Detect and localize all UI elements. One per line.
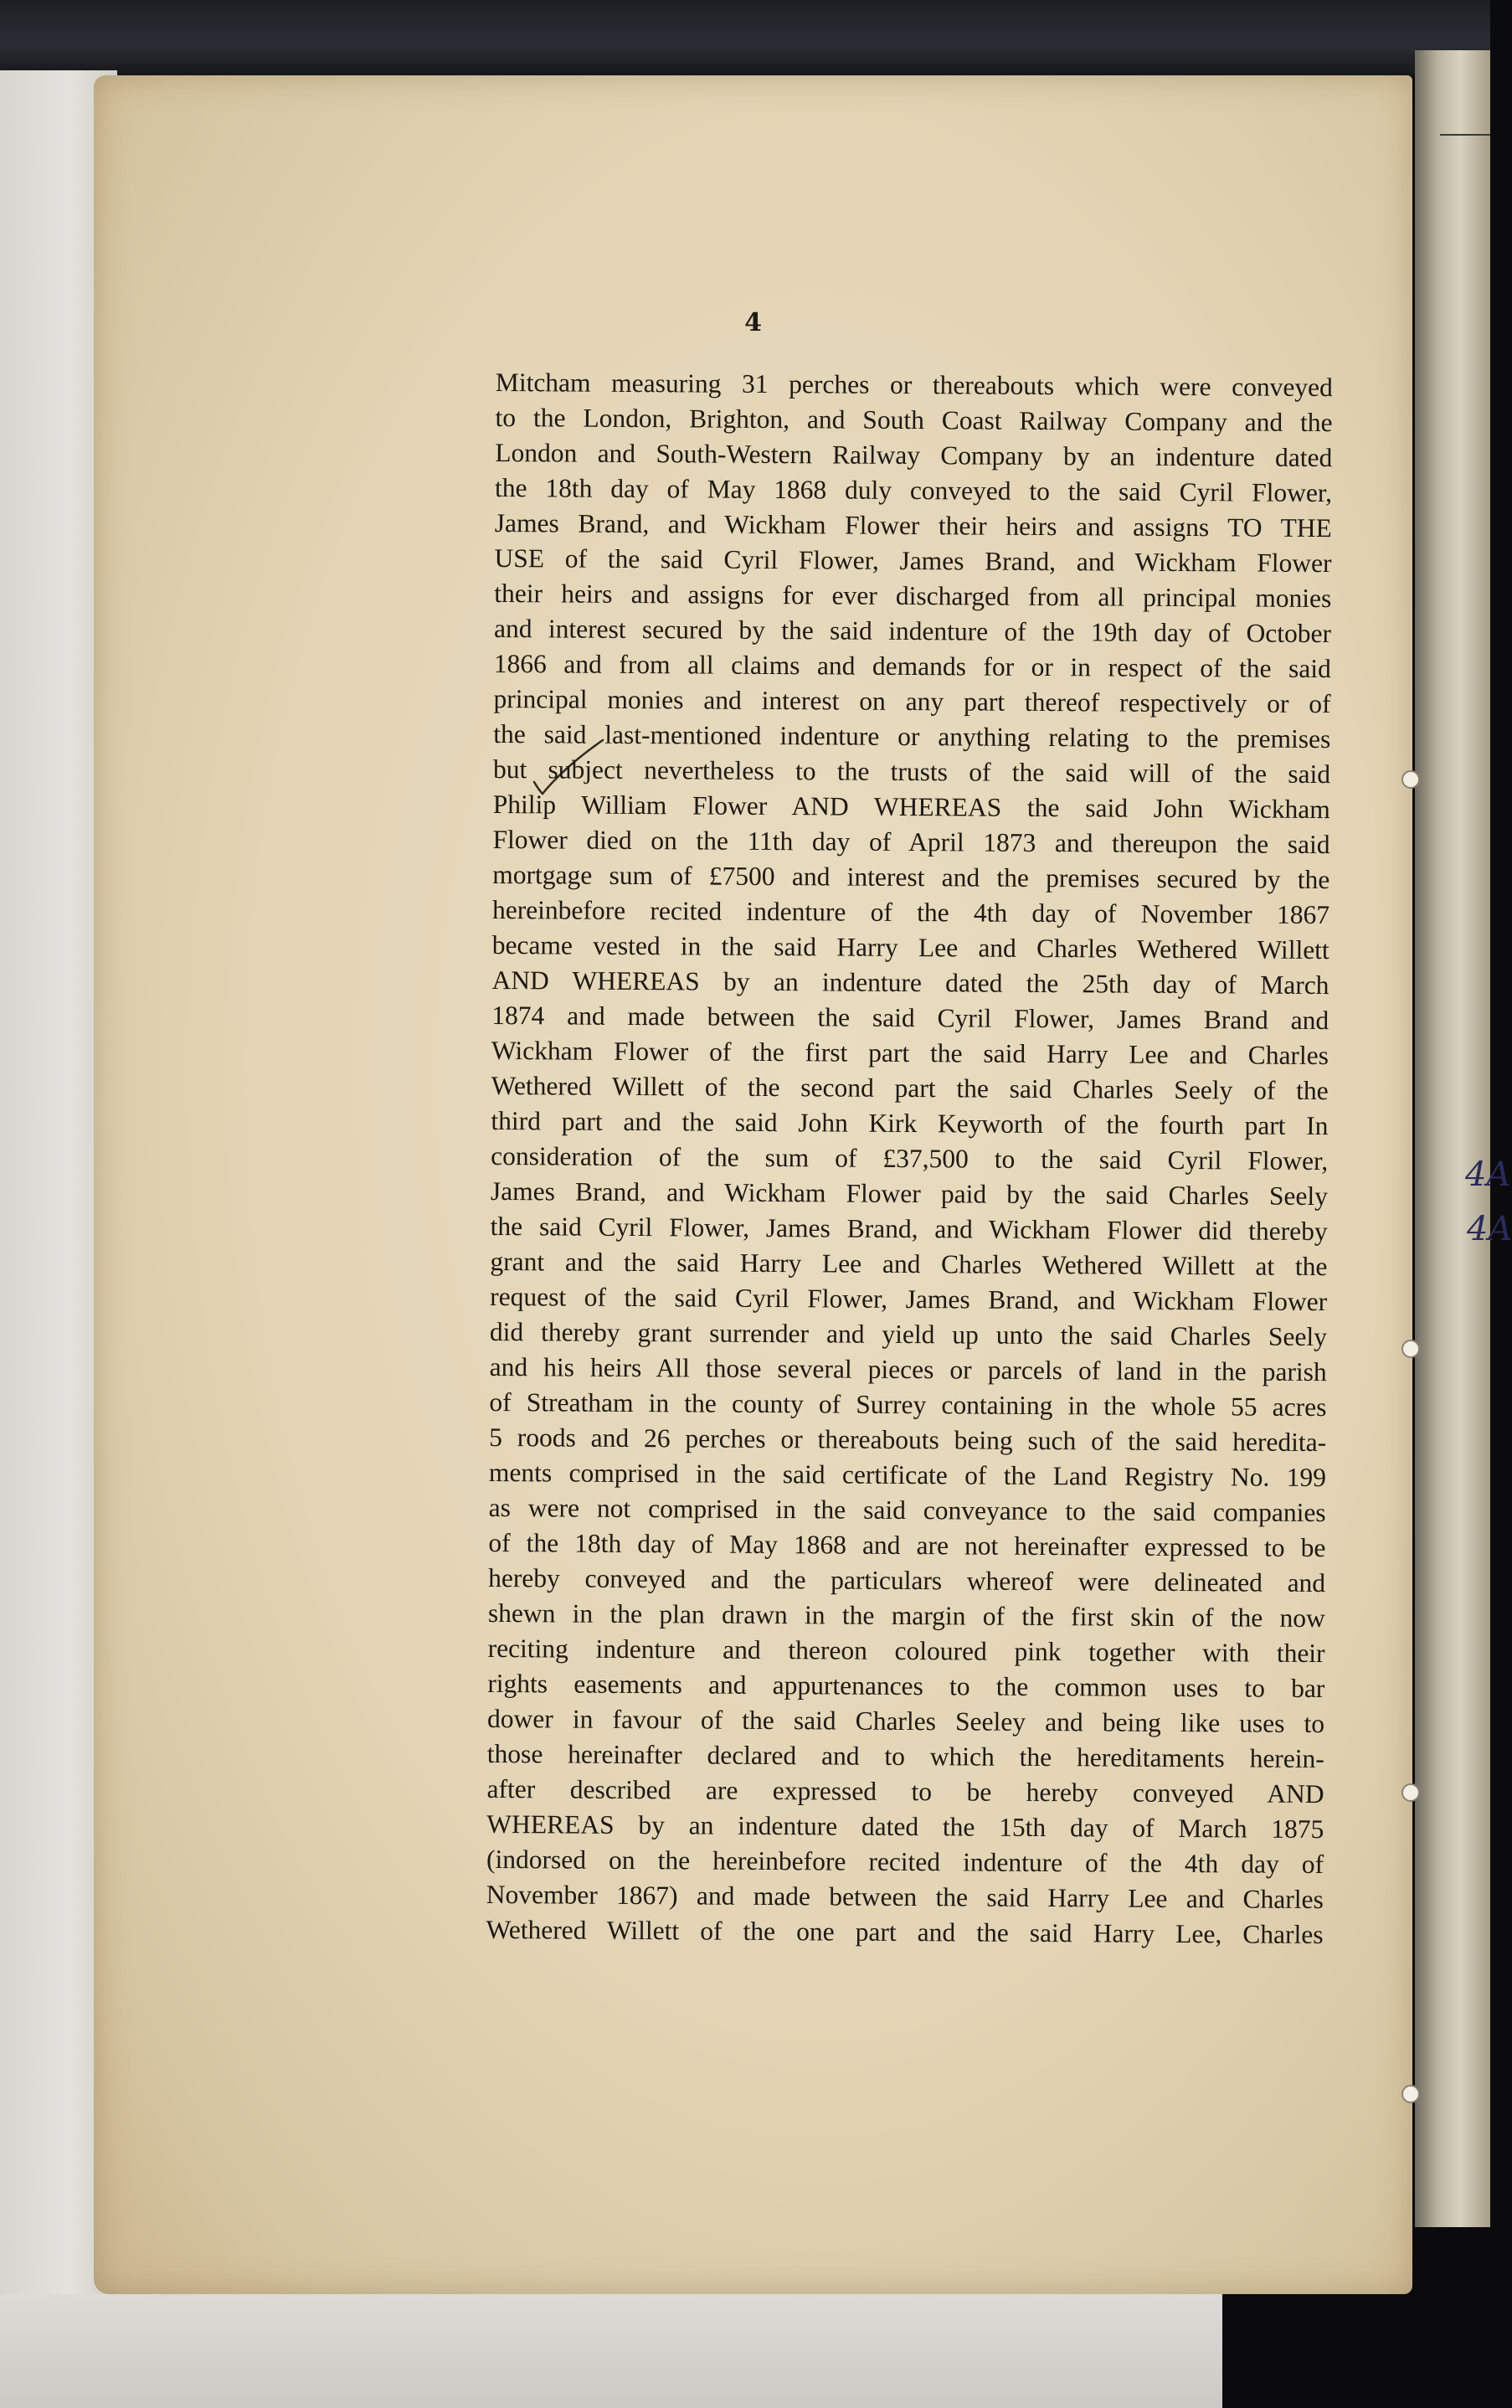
page-edge-rule (1440, 134, 1490, 136)
binding-stitch (1401, 770, 1420, 789)
text-line: USE of the said Cyril Flower, James Brand, and Wickham Flower (494, 543, 1332, 579)
text-line: and interest secured by the said indenture of the 19th day of October (493, 613, 1332, 649)
text-line: 1866 and from all claims and demands for or in respect of the said (493, 648, 1331, 684)
text-line: but subject nevertheless to the trusts of the said will of the said (492, 754, 1331, 790)
text-line: of Streatham in the county of Surrey containing in the whole 55 acres (489, 1387, 1327, 1423)
document-page (94, 75, 1412, 2294)
deed-body-text (486, 365, 1333, 1953)
text-line: the said Cyril Flower, James Brand, and Wickham Flower did thereby (490, 1211, 1328, 1247)
text-line: request of the said Cyril Flower, James Brand, and Wickham Flower (490, 1281, 1328, 1317)
text-line: principal monies and interest on any part thereof respectively or of (493, 683, 1331, 719)
text-line: James Brand, and Wickham Flower their heirs and assigns TO THE (494, 507, 1332, 543)
text-line: Wethered Willett of the second part the said Charles Seely of the (491, 1070, 1329, 1106)
text-line: shewn in the plan drawn in the margin of the first skin of the now (487, 1598, 1325, 1634)
text-line: Flower died on the 11th day of April 1873 and thereupon the said (492, 824, 1330, 860)
text-line: third part and the said John Kirk Keyworth of the fourth part In (491, 1105, 1329, 1141)
text-line: those hereinafter declared and to which the hereditaments herein- (486, 1738, 1324, 1774)
text-line: Mitcham measuring 31 perches or thereabouts which were conveyed (495, 367, 1333, 403)
text-line: consideration of the sum of £37,500 to the said Cyril Flower, (491, 1140, 1329, 1176)
text-line: Philip William Flower AND WHEREAS the said John Wickham (492, 789, 1330, 825)
text-line: November 1867) and made between the said Harry Lee and Charles (486, 1879, 1324, 1915)
text-line: London and South-Western Railway Company by an indenture dated (495, 437, 1333, 473)
margin-note: 4A (1465, 1155, 1511, 1194)
text-line: became vested in the said Harry Lee and Charles Wethered Willett (491, 929, 1329, 965)
binding-stitch (1401, 1340, 1420, 1358)
text-line: James Brand, and Wickham Flower paid by the said Charles Seely (490, 1176, 1329, 1212)
text-line: to the London, Brighton, and South Coast Railway Company and the (495, 402, 1333, 438)
text-line: rights easements and appurtenances to the common uses to bar (487, 1668, 1325, 1704)
text-line: 5 roods and 26 perches or thereabouts being such of the said heredita- (489, 1422, 1327, 1458)
text-line: their heirs and assigns for ever discharged from all principal monies (494, 578, 1332, 614)
text-line: and his heirs All those several pieces or parcels of land in the parish (489, 1351, 1327, 1387)
margin-note: 4A (1467, 1210, 1512, 1248)
text-line: hereby conveyed and the particulars whereof were delineated and (488, 1562, 1326, 1598)
text-line: the 18th day of May 1868 duly conveyed to the said Cyril Flower, (494, 472, 1333, 508)
text-line: AND WHEREAS by an indenture dated the 25th day of March (491, 965, 1329, 1001)
text-line: 1874 and made between the said Cyril Flower, James Brand and (491, 1000, 1329, 1036)
text-line: (indorsed on the hereinbefore recited indenture of the 4th day of (486, 1844, 1324, 1880)
binder-top-edge (0, 0, 1490, 75)
text-line: Wethered Willett of the one part and the said Harry Lee, Charles (486, 1914, 1324, 1950)
binding-stitch (1401, 2085, 1420, 2103)
text-line: grant and the said Harry Lee and Charles Wethered Willett at the (490, 1246, 1328, 1282)
text-line: Wickham Flower of the first part the said Harry Lee and Charles (491, 1035, 1329, 1071)
page-number: 4 (744, 308, 762, 337)
bound-pages-edge (1415, 50, 1490, 2227)
text-line: mortgage sum of £7500 and interest and the premises secured by the (492, 859, 1330, 895)
underlying-sheet-bottom (0, 2294, 1222, 2408)
text-line: the said last-mentioned indenture or anything relating to the premises (493, 718, 1331, 754)
text-line: dower in favour of the said Charles Seeley and being like uses to (487, 1703, 1325, 1739)
text-line: WHEREAS by an indenture dated the 15th day of March 1875 (486, 1809, 1324, 1845)
binding-stitch (1401, 1783, 1420, 1802)
text-line: reciting indenture and thereon coloured pink together with their (487, 1633, 1325, 1669)
text-line: hereinbefore recited indenture of the 4th day of November 1867 (491, 894, 1330, 930)
text-line: after described are expressed to be hereby conveyed AND (486, 1773, 1324, 1809)
text-line: ments comprised in the said certificate of the Land Registry No. 199 (488, 1457, 1327, 1493)
text-line: of the 18th day of May 1868 and are not hereinafter expressed to be (488, 1527, 1326, 1563)
text-line: as were not comprised in the said conveyance to the said companies (488, 1492, 1326, 1528)
text-line: did thereby grant surrender and yield up unto the said Charles Seely (489, 1316, 1328, 1352)
